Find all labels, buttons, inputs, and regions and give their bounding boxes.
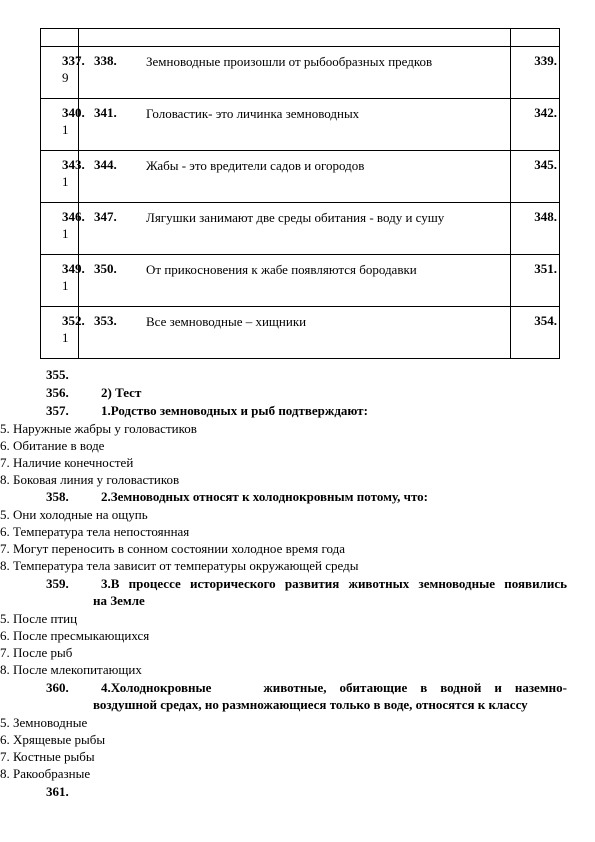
statement-number: 344.: [94, 157, 117, 172]
question-text: 1.Родство земноводных и рыб подтверждают:: [101, 403, 368, 418]
answer-option: 6. Обитание в воде: [0, 438, 105, 453]
table-row: [41, 255, 560, 307]
statement-number: 338.: [94, 53, 117, 68]
table-row: [41, 47, 560, 99]
question-number: 360.: [46, 680, 69, 695]
statement-text: Земноводные произошли от рыбообразных предков: [146, 54, 433, 69]
statement-text: Все земноводные – хищники: [146, 314, 307, 329]
table-row: [41, 203, 560, 255]
question-text-continued: на Земле: [93, 593, 145, 608]
statement-text: От прикосновения к жабе появляются бородавки: [146, 262, 417, 277]
answer-number: 354.: [534, 313, 557, 328]
statement-text: Лягушки занимают две среды обитания - воду и сушу: [146, 210, 445, 225]
question-text-continued: воздушной средах, но размножающиеся только в воде, относятся к классу: [93, 697, 528, 712]
statement-number: 353.: [94, 313, 117, 328]
question-number: 359.: [46, 576, 69, 591]
question-number: 358.: [46, 489, 69, 504]
row-number-suffix: 1: [62, 174, 69, 189]
test-title: 2) Тест: [101, 385, 142, 400]
answer-number: 342.: [534, 105, 557, 120]
row-number-suffix: 1: [62, 278, 69, 293]
answer-option: 7. Костные рыбы: [0, 749, 95, 764]
answer-option: 5. После птиц: [0, 611, 78, 626]
statement-number: 341.: [94, 105, 117, 120]
answer-option: 8. Ракообразные: [0, 766, 91, 781]
row-number-suffix: 1: [62, 330, 69, 345]
row-number: 340.: [62, 105, 85, 120]
answer-option: 7. Наличие конечностей: [0, 455, 134, 470]
answer-option: 6. После пресмыкающихся: [0, 628, 150, 643]
row-number-suffix: 1: [62, 122, 69, 137]
answer-option: 8. Температура тела зависит от температуры окружающей среды: [0, 558, 359, 573]
table-row: [41, 99, 560, 151]
row-number: 349.: [62, 261, 85, 276]
paragraph-number: 355.: [46, 367, 69, 382]
answer-option: 5. Земноводные: [0, 715, 88, 730]
answer-number: 351.: [534, 261, 557, 276]
row-number: 337.: [62, 53, 85, 68]
table-row: [41, 307, 560, 359]
answer-option: 8. После млекопитающих: [0, 662, 142, 677]
answer-option: 5. Они холодные на ощупь: [0, 507, 148, 522]
answer-option: 6. Температура тела непостоянная: [0, 524, 190, 539]
answer-option: 7. Могут переносить в сонном состоянии холодное время года: [0, 541, 345, 556]
paragraph-number: 361.: [46, 784, 69, 799]
row-number: 343.: [62, 157, 85, 172]
statement-number: 347.: [94, 209, 117, 224]
statement-text: Жабы - это вредители садов и огородов: [146, 158, 365, 173]
answer-option: 5. Наружные жабры у головастиков: [0, 421, 197, 436]
paragraph-number: 356.: [46, 385, 69, 400]
answer-number: 348.: [534, 209, 557, 224]
row-number-suffix: 1: [62, 226, 69, 241]
answer-option: 7. После рыб: [0, 645, 73, 660]
question-text: 3.В процессе исторического развития животных земноводные появились: [101, 576, 567, 591]
question-number: 357.: [46, 403, 69, 418]
statement-text: Головастик- это личинка земноводных: [146, 106, 360, 121]
answer-option: 6. Хрящевые рыбы: [0, 732, 106, 747]
table-header-row: [41, 29, 560, 47]
statements-table: [40, 28, 559, 359]
table-row: [41, 151, 560, 203]
question-text: 2.Земноводных относят к холоднокровным потому, что:: [101, 489, 429, 504]
row-number: 352.: [62, 313, 85, 328]
row-number: 346.: [62, 209, 85, 224]
row-number-suffix: 9: [62, 70, 69, 85]
question-text: 4.Холоднокровные животные, обитающие в водной и наземно-: [101, 680, 567, 695]
answer-option: 8. Боковая линия у головастиков: [0, 472, 180, 487]
answer-number: 339.: [534, 53, 557, 68]
answer-number: 345.: [534, 157, 557, 172]
statement-number: 350.: [94, 261, 117, 276]
